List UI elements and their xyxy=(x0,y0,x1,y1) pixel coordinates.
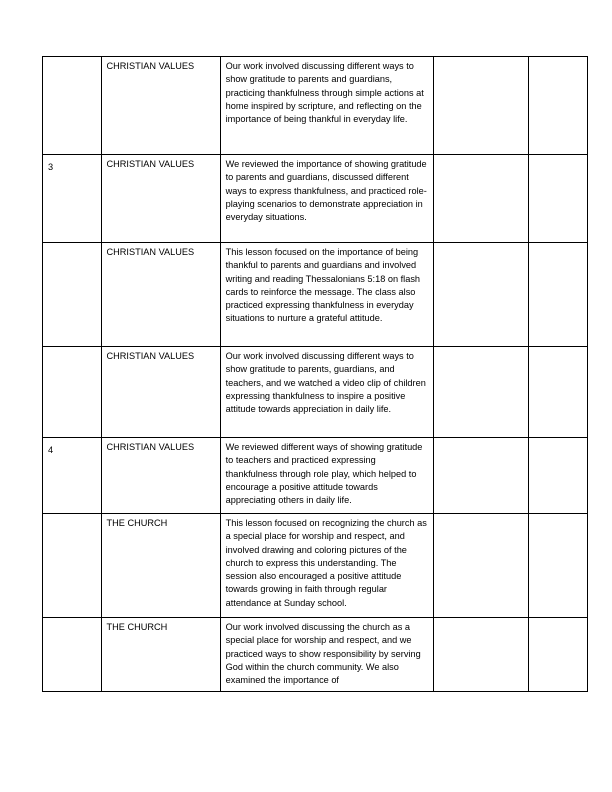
week-cell xyxy=(43,243,102,347)
description-cell: We reviewed different ways of showing gratitude to teachers and practiced expressing thankfulness through role play, which helped to encourage a positive attitude towards appreciating others in daily life. xyxy=(220,438,433,514)
week-number xyxy=(48,246,96,249)
empty-cell xyxy=(433,438,529,514)
table-row xyxy=(43,618,588,692)
description-cell: This lesson focused on recognizing the church as a special place for worship and respect, and involved drawing and coloring pictures of the church to express this understanding. The session also encouraged a positive attitude towards growing in faith through regular attendance at Sunday school. xyxy=(220,514,433,618)
strand-cell: CHRISTIAN VALUES xyxy=(101,438,220,514)
strand-cell: CHRISTIAN VALUES xyxy=(101,243,220,347)
empty-cell xyxy=(529,57,588,155)
week-cell xyxy=(43,347,102,438)
table-row xyxy=(43,438,588,514)
description-cell: Our work involved discussing the church as a special place for worship and respect, and we practiced ways to show responsibility by serving God within the church community. We also examined the importance of xyxy=(220,618,433,692)
empty-cell xyxy=(433,514,529,618)
empty-cell xyxy=(433,243,529,347)
table-row xyxy=(43,155,588,243)
week-number: 4 xyxy=(48,445,54,455)
empty-cell xyxy=(433,155,529,243)
empty-cell xyxy=(433,347,529,438)
week-cell xyxy=(43,155,102,243)
week-number xyxy=(48,60,96,63)
lesson-record-table xyxy=(42,56,588,692)
description-cell: Our work involved discussing different ways to show gratitude to parents and guardians, practicing thankfulness through simple actions at home inspired by scripture, and reflecting on the importance of being thankful in everyday life. xyxy=(220,57,433,155)
week-cell xyxy=(43,57,102,155)
week-number xyxy=(48,350,96,353)
description-cell: Our work involved discussing different ways to show gratitude to parents, guardians, and teachers, and we watched a video clip of children expressing thankfulness to inspire a positive attitude towards appreciation in daily life. xyxy=(220,347,433,438)
empty-cell xyxy=(529,347,588,438)
empty-cell xyxy=(433,57,529,155)
strand-cell: CHRISTIAN VALUES xyxy=(101,155,220,243)
table-row xyxy=(43,57,588,155)
description-cell: We reviewed the importance of showing gratitude to parents and guardians, discussed different ways to express thankfulness, and practiced role-playing scenarios to demonstrate appreciation in everyday situations. xyxy=(220,155,433,243)
week-cell xyxy=(43,438,102,514)
empty-cell xyxy=(529,618,588,692)
strand-cell: CHRISTIAN VALUES xyxy=(101,57,220,155)
week-cell xyxy=(43,514,102,618)
table-row xyxy=(43,514,588,618)
empty-cell xyxy=(529,155,588,243)
table-row xyxy=(43,243,588,347)
table-row xyxy=(43,347,588,438)
week-number: 3 xyxy=(48,162,54,172)
empty-cell xyxy=(529,243,588,347)
description-cell: This lesson focused on the importance of being thankful to parents and guardians and involved writing and reading Thessalonians 5:18 on flash cards to reinforce the message. The class also practiced expressing thankfulness in everyday situations to nurture a grateful attitude. xyxy=(220,243,433,347)
week-cell xyxy=(43,618,102,692)
week-number xyxy=(48,517,96,520)
week-number xyxy=(48,621,96,624)
empty-cell xyxy=(433,618,529,692)
strand-cell: CHRISTIAN VALUES xyxy=(101,347,220,438)
strand-cell: THE CHURCH xyxy=(101,514,220,618)
strand-cell: THE CHURCH xyxy=(101,618,220,692)
empty-cell xyxy=(529,514,588,618)
empty-cell xyxy=(529,438,588,514)
